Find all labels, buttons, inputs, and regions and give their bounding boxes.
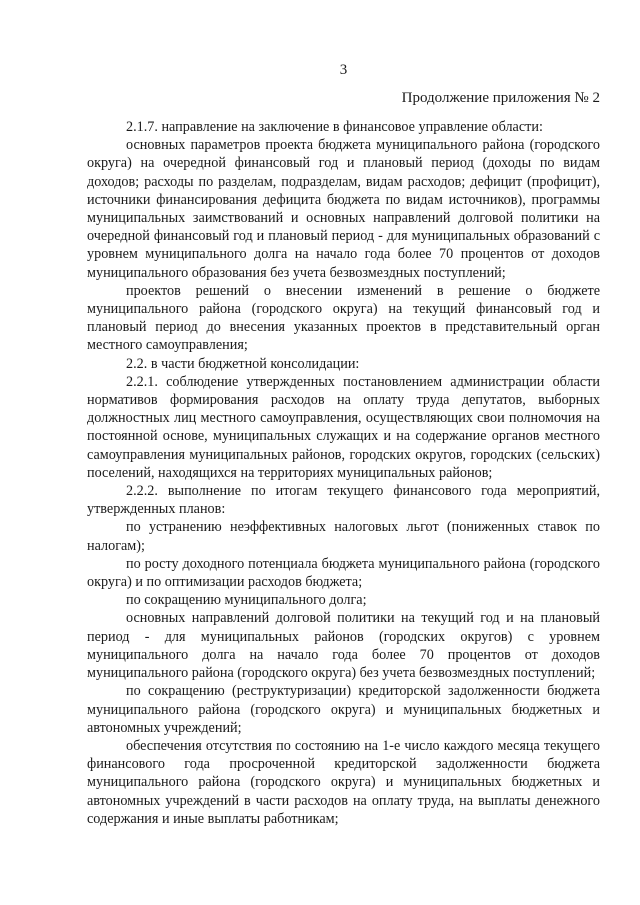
document-body	[87, 118, 600, 828]
page-number: 3	[339, 62, 348, 78]
appendix-continuation-label: Продолжение приложения № 2	[401, 90, 600, 106]
paragraph: проектов решений о внесении изменений в решение о бюджете муниципального района (городского округа) на текущий финансовый год и плановый период до внесения указанных проектов в представительный орган местного самоуправления;	[87, 282, 600, 354]
paragraph: по сокращению муниципального долга;	[126, 592, 367, 609]
paragraph: 2.2.2. выполнение по итогам текущего финансового года мероприятий, утвержденных планов:	[87, 483, 600, 518]
paragraph: основных направлений долговой политики на текущий год и на плановый период - для муниципальных районов (городских округов) с уровнем муниципального долга на начало года более 70 процентов от доходов муниципального района (городского округа) без учета безвозмездных поступлений;	[87, 610, 600, 682]
paragraph: основных параметров проекта бюджета муниципального района (городского округа) на очередной финансовый год и плановый период (доходы по видам доходов; расходы по разделам, подразделам, видам расходов; дефицит (профицит), источники финансирования дефицита бюджета по видам источников), программы муниципальных заимствований и основных направлений долговой политики на очередной финансовый год и плановый период - для муниципальных образований с уровнем муниципального долга на начало года более 70 процентов от доходов муниципального образования без учета безвозмездных поступлений;	[87, 137, 600, 281]
paragraph: 2.2.1. соблюдение утвержденных постановлением администрации области нормативов формирования расходов на оплату труда депутатов, выборных должностных лиц местного самоуправления, осуществляющих свои полномочия на постоянной основе, муниципальных служащих и на содержание органов местного самоуправления муниципальных районов, городских округов, городских (сельских) поселений, находящихся на территориях муниципальных районов;	[87, 373, 600, 481]
paragraph: 2.1.7. направление на заключение в финансовое управление области:	[126, 119, 543, 135]
paragraph: по сокращению (реструктуризации) кредиторской задолженности бюджета муниципального района (городского округа) и муниципальных бюджетных и автономных учреждений;	[87, 683, 600, 736]
paragraph: 2.2. в части бюджетной консолидации:	[126, 355, 360, 372]
paragraph: по росту доходного потенциала бюджета муниципального района (городского округа) и по оптимизации расходов бюджета;	[87, 555, 600, 591]
paragraph: по устранению неэффективных налоговых льгот (пониженных ставок по налогам);	[87, 519, 600, 554]
paragraph: обеспечения отсутствия по состоянию на 1-е число каждого месяца текущего финансового года просроченной кредиторской задолженности бюджета муниципального района (городского округа) и муниципальных бюджетных и автономных учреждений в части расходов на оплату труда, на выплаты денежного содержания и иные выплаты работникам;	[87, 737, 600, 827]
